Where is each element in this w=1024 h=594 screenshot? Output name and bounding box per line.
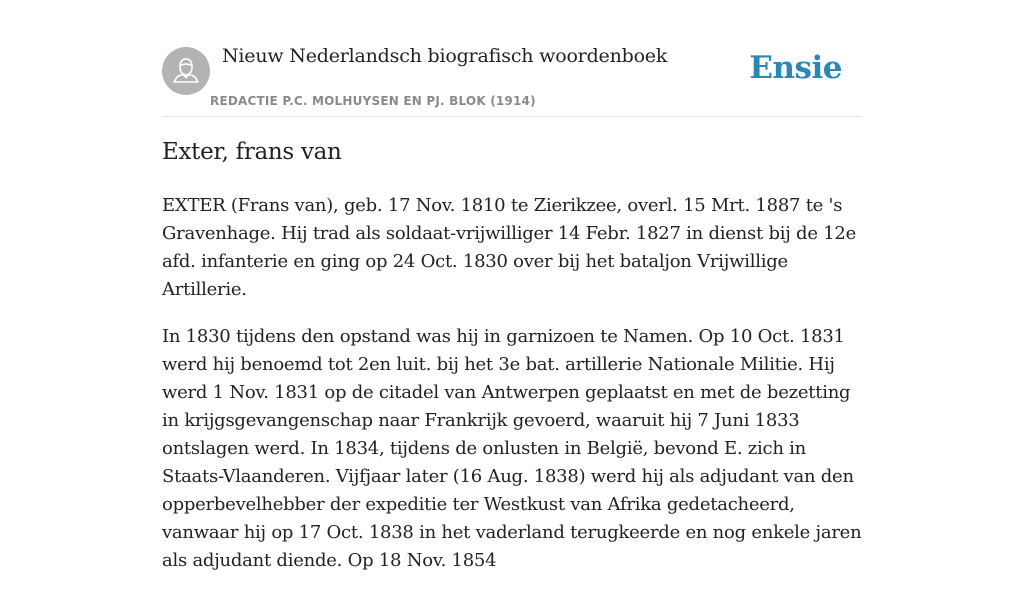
paragraph: In 1830 tijdens den opstand was hij in garnizoen te Namen. Op 10 Oct. 1831 werd hij benoemd tot 2en luit. bij het 3e bat. artillerie Nationale Militie. Hij werd 1 Nov. 1831 op de citadel van Antwerpen geplaatst en met de bezetting in krijgsgevangenschap naar Frankrijk gevoerd, waaruit hij 7 Juni 1833 ontslagen werd. In 1834, tijdens de onlusten in België, bevond E. zich in Staats-Vlaanderen. Vijfjaar later (16 Aug. 1838) werd hij als adjudant van den opperbevelhebber der expeditie ter Westkust van Afrika gedetacheerd, vanwaar hij op 17 Oct. 1838 in het vaderland terugkeerde en nog enkele jaren als adjudant diende. Op 18 Nov. 1854 (162, 326, 862, 571)
paragraph: EXTER (Frans van), geb. 17 Nov. 1810 te Zierikzee, overl. 15 Mrt. 1887 te 's Gravenhage. Hij trad als soldaat-vrijwilliger 14 Febr. 1827 in dienst bij de 12e afd. infanterie en ging op 24 Oct. 1830 over bij het bataljon Vrijwillige Artillerie. (162, 195, 856, 300)
ensie-logo[interactable]: Ensie (749, 50, 842, 86)
book-editors: REDACTIE P.C. MOLHUYSEN EN PJ. BLOK (1914) (210, 94, 536, 108)
entry-body (162, 192, 862, 594)
avatar (162, 47, 210, 95)
book-title[interactable]: Nieuw Nederlandsch biografisch woordenboek (222, 45, 668, 67)
entry-title: Exter, frans van (162, 139, 342, 165)
user-silhouette-icon (162, 47, 210, 95)
header (162, 0, 862, 117)
